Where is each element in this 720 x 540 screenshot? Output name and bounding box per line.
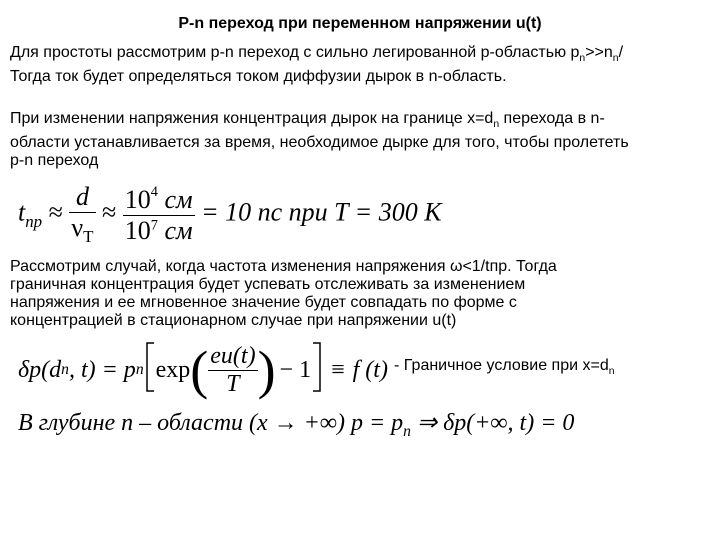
eq2-paren-left: (: [190, 340, 209, 400]
eq3-sub: n: [403, 422, 411, 440]
eq1-approx: ≈: [48, 197, 63, 227]
eq2-bracket-left: [144, 341, 156, 400]
eq3-text-a: В глубине n – области (x → +∞) p = p: [18, 410, 404, 436]
eq2-paren-right: ): [257, 340, 276, 400]
paragraph-intro: [10, 44, 715, 86]
equation-transit-time: [18, 182, 442, 247]
eq1-frac-2: [123, 184, 195, 246]
equation-depth: [18, 408, 574, 441]
paragraph-time: [10, 110, 715, 170]
eq1-den-1: [69, 212, 95, 247]
case-line-4: концентрацией в стационарном случае при напряжении u(t): [10, 312, 457, 329]
time-line-3: p-n переход: [10, 152, 99, 170]
eq1-lhs: t: [18, 197, 26, 227]
eq1-frac-1: [69, 182, 95, 247]
eq1-num2-base: 10: [124, 184, 151, 214]
eq1-den-2: [123, 215, 195, 246]
eq2-pn-sub: n: [135, 361, 144, 378]
intro-sub-1: n: [579, 53, 586, 65]
eq1-num2-unit: см: [164, 184, 193, 214]
case-line-3: напряжения и ее мгновенное значение будет совпадать по форме с: [10, 294, 517, 311]
eq2-frac-den: T: [208, 370, 257, 398]
paragraph-case: [10, 258, 715, 330]
eq1-num-1: d: [75, 182, 89, 211]
eq2-lhs-sub: n: [61, 361, 69, 378]
eq2-frac-num: eu(t): [210, 342, 256, 369]
time-text-b: перехода в n-: [499, 110, 605, 127]
time-line-1: [10, 110, 715, 134]
time-line-2: области устанавливается за время, необходимое дырке для того, чтобы пролететь: [10, 134, 629, 152]
right-bracket-icon: [311, 341, 323, 393]
eq1-den2-exp: 7: [150, 216, 158, 233]
caption-sub: n: [608, 366, 615, 378]
intro-sub-2: n: [612, 53, 619, 65]
eq1-num-2: [123, 184, 195, 215]
time-text-a: При изменении напряжения концентрация дырок на границе x=d: [10, 110, 494, 127]
intro-text-b: >>n: [585, 44, 613, 61]
eq2-equiv: ≡: [331, 356, 345, 383]
intro-text-a: Для простоты рассмотрим p-n переход с сильно легированной p-областью p: [10, 44, 580, 61]
left-bracket-icon: [144, 341, 156, 393]
eq2-minus-one: − 1: [279, 356, 312, 383]
intro-line-1: [10, 44, 715, 68]
equation-boundary: [18, 340, 388, 400]
eq1-lhs-sub: пр: [25, 211, 43, 231]
eq1-num2-exp: 4: [150, 183, 158, 200]
intro-text-c: /: [618, 44, 624, 61]
caption-text: - Граничное условие при x=d: [394, 357, 609, 374]
eq1-den2-unit: см: [164, 215, 193, 245]
time-sub: n: [493, 119, 500, 131]
eq2-exp: exp: [155, 356, 191, 383]
eq1-approx-2: ≈: [102, 197, 117, 227]
eq2-lhs: δp(d: [18, 356, 62, 383]
eq2-bracket-right: [311, 341, 323, 400]
boundary-caption: [394, 357, 615, 377]
eq2-lhs-end: , t) = p: [68, 356, 136, 383]
eq2-frac: [208, 343, 257, 398]
intro-line-2: Тогда ток будет определяться током диффузии дырок в n-область.: [10, 68, 507, 86]
eq3-text-b: ⇒ δp(+∞, t) = 0: [410, 410, 575, 436]
slide-title: P-n переход при переменном напряжении u(t): [178, 15, 542, 32]
eq2-f: f (t): [352, 356, 388, 383]
eq1-den-nu: ν: [71, 213, 84, 242]
eq1-den-sub: T: [83, 227, 94, 247]
eq1-rhs: = 10 пс при T = 300 K: [201, 197, 442, 227]
eq1-den2-base: 10: [124, 215, 151, 245]
case-line-1: Рассмотрим случай, когда частота изменения напряжения ω<1/tпр. Тогда: [10, 258, 557, 275]
case-line-2: граничная концентрация будет успевать отслеживать за изменением: [10, 276, 526, 293]
